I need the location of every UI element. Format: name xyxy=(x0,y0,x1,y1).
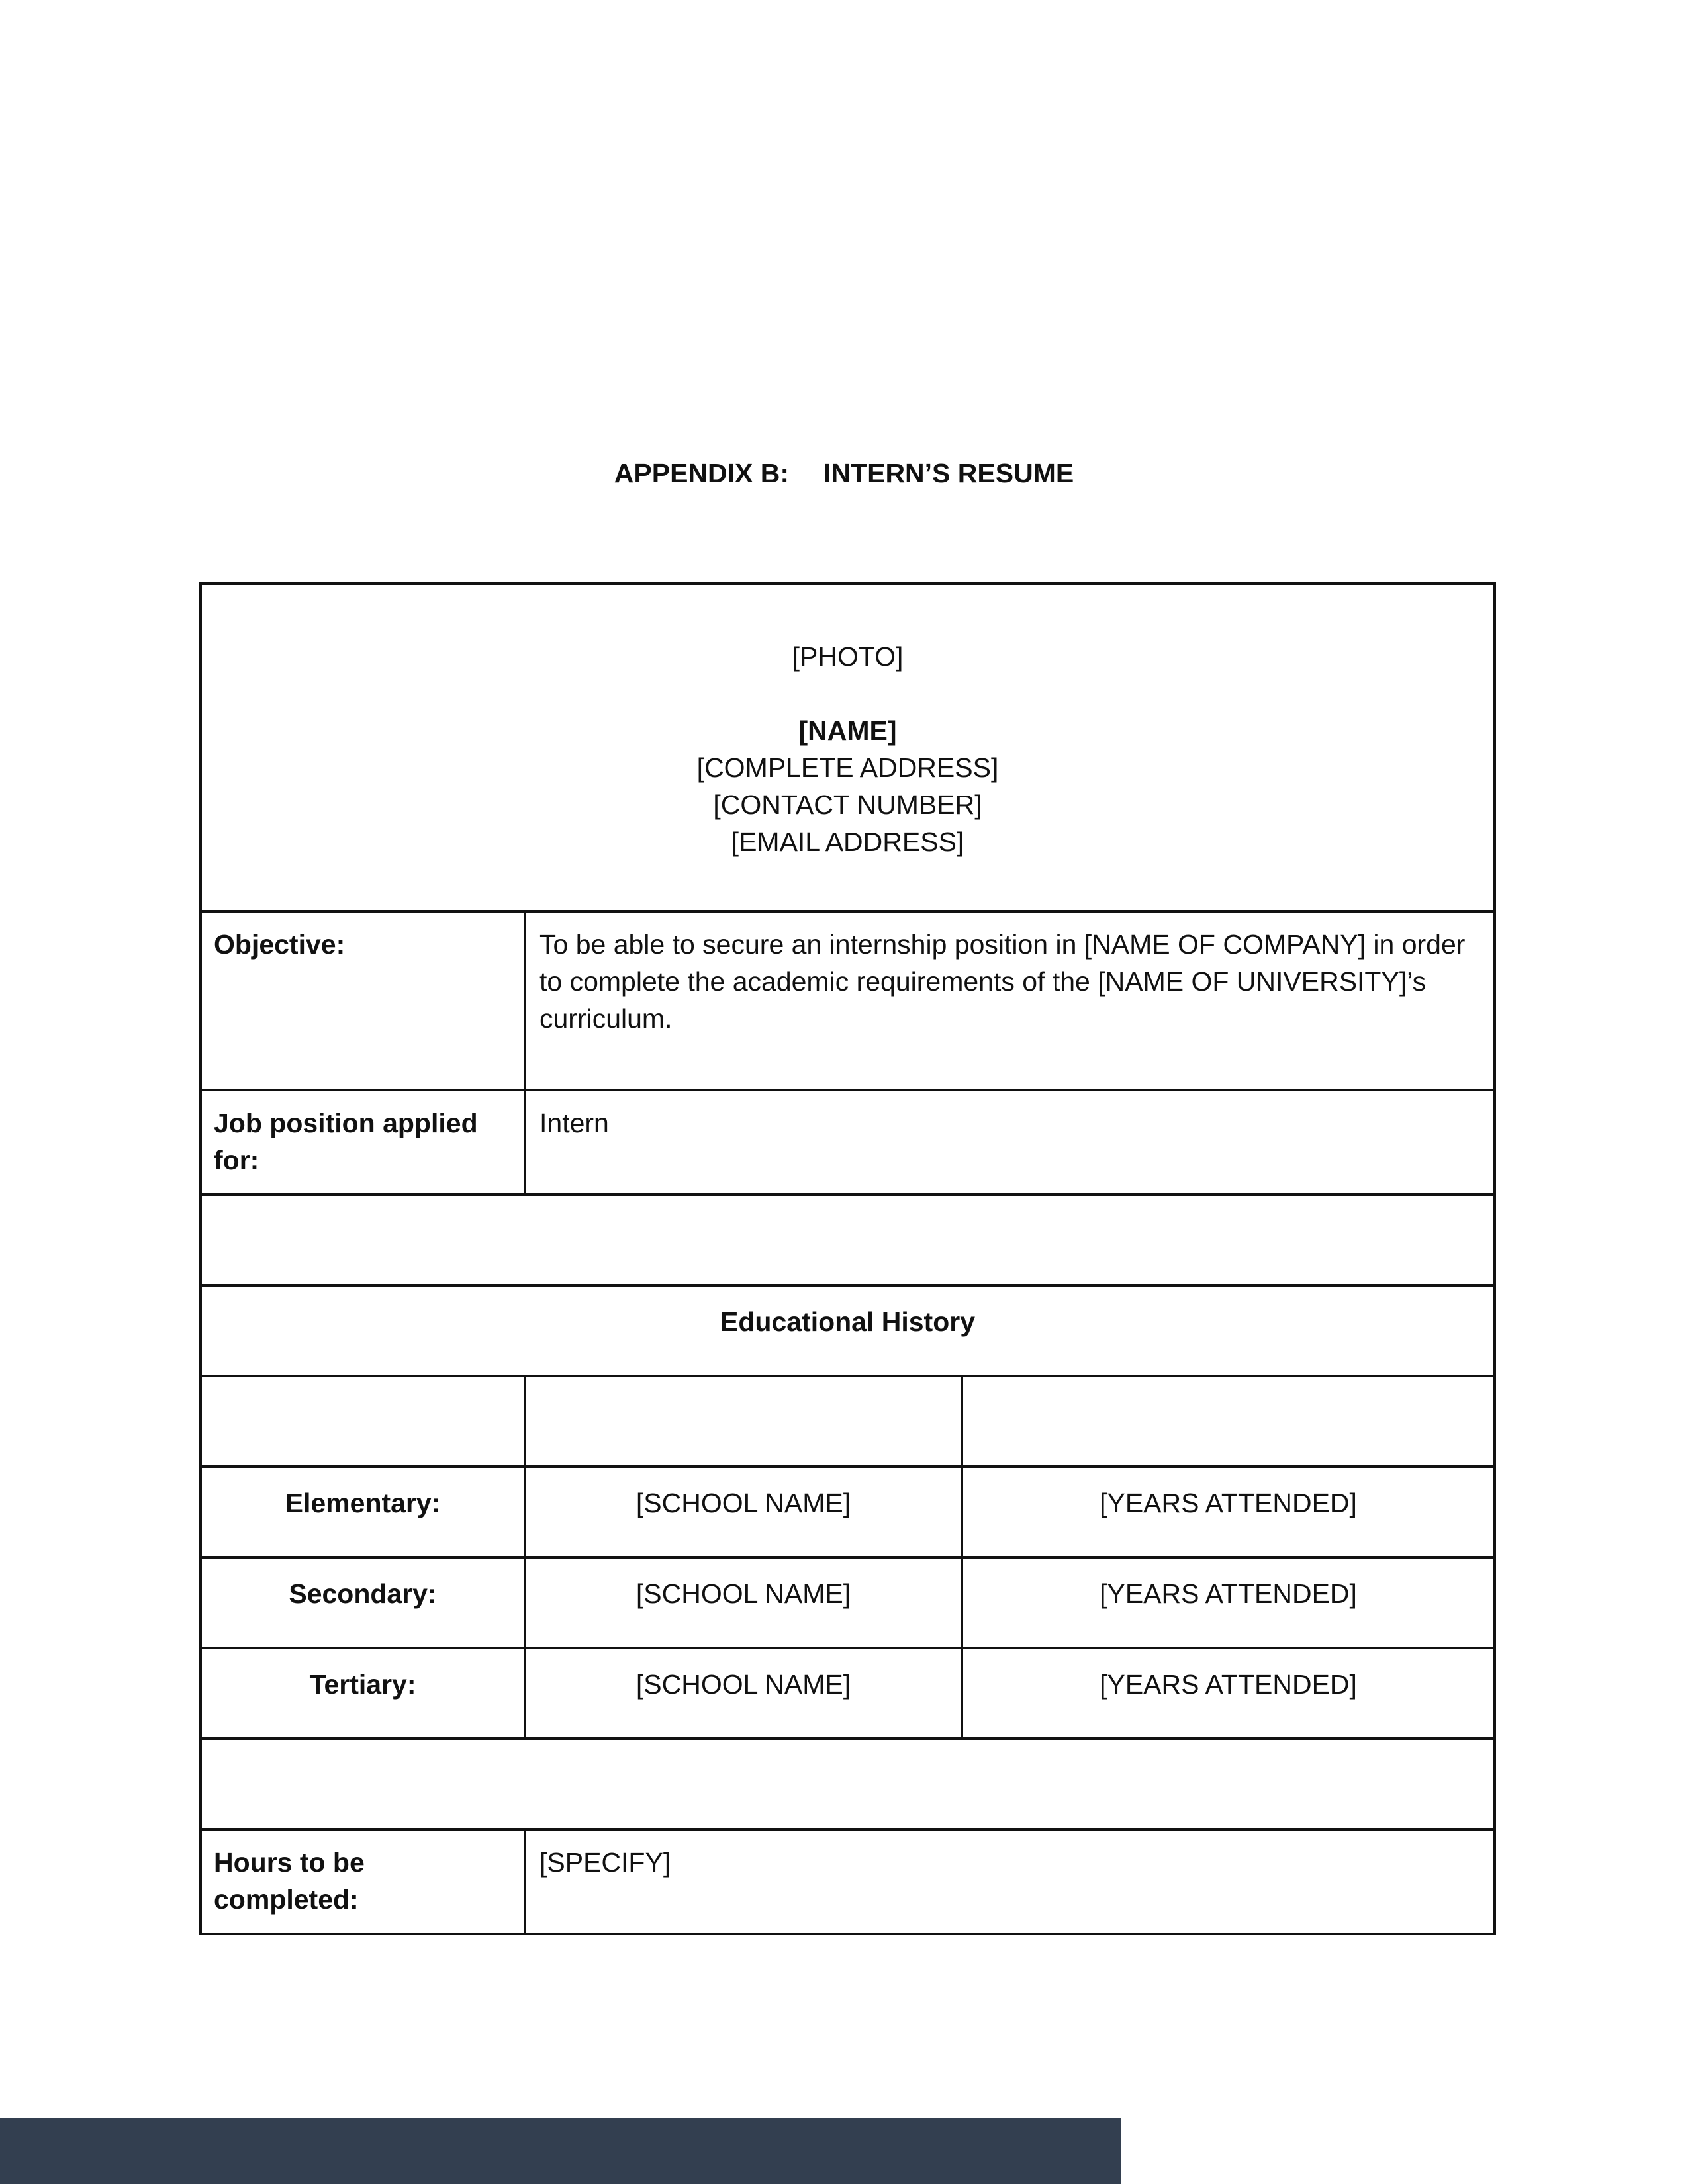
email-placeholder: [EMAIL ADDRESS] xyxy=(731,827,964,857)
empty-cell xyxy=(201,1376,525,1467)
objective-value: To be able to secure an internship position in [NAME OF COMPANY] in order to complete the academic requirements of the [NAME OF UNIVERSITY]’s curriculum. xyxy=(525,911,1495,1090)
school-name: [SCHOOL NAME] xyxy=(525,1557,962,1648)
hours-value: [SPECIFY] xyxy=(525,1829,1495,1934)
education-title: Educational History xyxy=(201,1285,1495,1376)
education-level: Secondary: xyxy=(201,1557,525,1648)
footer-bar xyxy=(0,2118,1121,2184)
photo-placeholder: [PHOTO] xyxy=(792,641,904,672)
appendix-label: APPENDIX B: xyxy=(614,458,790,488)
education-title-row xyxy=(201,1285,1495,1376)
education-row-secondary xyxy=(201,1557,1495,1648)
hours-row xyxy=(201,1829,1495,1934)
objective-row xyxy=(201,911,1495,1090)
resume-heading: INTERN’S RESUME xyxy=(823,458,1074,488)
spacer-row xyxy=(201,1739,1495,1829)
contact-placeholder: [CONTACT NUMBER] xyxy=(713,790,982,820)
spacer-cell xyxy=(201,1195,1495,1285)
spacer-cell xyxy=(201,1739,1495,1829)
job-position-label: Job position applied for: xyxy=(201,1090,525,1195)
job-position-value: Intern xyxy=(525,1090,1495,1195)
years-attended: [YEARS ATTENDED] xyxy=(962,1648,1495,1739)
years-attended: [YEARS ATTENDED] xyxy=(962,1557,1495,1648)
header-cell xyxy=(201,584,1495,911)
resume-table xyxy=(199,582,1496,1935)
page-title xyxy=(0,457,1688,490)
education-row-elementary xyxy=(201,1467,1495,1557)
spacer-row xyxy=(201,1195,1495,1285)
header-row xyxy=(201,584,1495,911)
education-row-tertiary xyxy=(201,1648,1495,1739)
education-header-row xyxy=(201,1376,1495,1467)
job-position-row xyxy=(201,1090,1495,1195)
empty-cell xyxy=(525,1376,962,1467)
school-name: [SCHOOL NAME] xyxy=(525,1648,962,1739)
education-level: Elementary: xyxy=(201,1467,525,1557)
address-placeholder: [COMPLETE ADDRESS] xyxy=(696,752,999,783)
empty-cell xyxy=(962,1376,1495,1467)
objective-label: Objective: xyxy=(201,911,525,1090)
years-attended: [YEARS ATTENDED] xyxy=(962,1467,1495,1557)
name-placeholder: [NAME] xyxy=(798,715,897,746)
education-level: Tertiary: xyxy=(201,1648,525,1739)
school-name: [SCHOOL NAME] xyxy=(525,1467,962,1557)
hours-label: Hours to be completed: xyxy=(201,1829,525,1934)
